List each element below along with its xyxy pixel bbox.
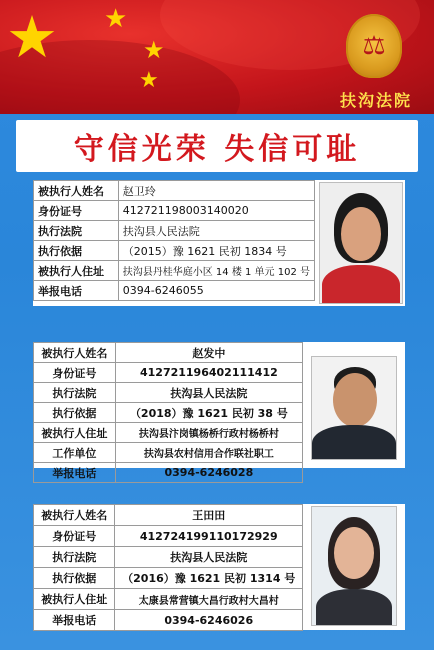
table-row	[34, 526, 303, 547]
field-value: 扶沟县汴岗镇杨桥行政村杨桥村	[115, 423, 302, 443]
face-shape	[341, 207, 381, 261]
field-label: 被执行人住址	[34, 423, 116, 443]
slogan-text: 守信光荣 失信可耻	[73, 132, 361, 167]
debtor-info-table	[33, 504, 303, 631]
table-row	[34, 423, 303, 443]
table-row	[34, 547, 303, 568]
debtor-card	[33, 180, 405, 306]
field-value: 扶沟县人民法院	[118, 221, 314, 241]
field-label: 执行法院	[34, 547, 115, 568]
field-label: 举报电话	[34, 610, 115, 631]
field-value: 扶沟县丹桂华庭小区 14 楼 1 单元 102 号	[118, 261, 314, 281]
field-label: 身份证号	[34, 526, 115, 547]
field-value: 太康县常营镇大昌行政村大昌村	[115, 589, 303, 610]
face-shape	[333, 373, 377, 427]
field-value: 0394-6246028	[115, 463, 302, 483]
flag-banner	[0, 0, 434, 114]
table-row	[34, 383, 303, 403]
field-label: 被执行人姓名	[34, 181, 119, 201]
slogan-bar	[16, 120, 418, 172]
field-label: 被执行人住址	[34, 261, 119, 281]
field-value: （2015）豫 1621 民初 1834 号	[118, 241, 314, 261]
field-label: 执行法院	[34, 221, 119, 241]
field-label: 被执行人姓名	[34, 343, 116, 363]
field-label: 执行依据	[34, 403, 116, 423]
field-value: 412721198003140020	[118, 201, 314, 221]
field-value: 赵卫玲	[118, 181, 314, 201]
shirt-shape	[312, 425, 396, 460]
field-label: 举报电话	[34, 281, 119, 301]
table-row	[34, 589, 303, 610]
small-star-icon: ★	[139, 68, 159, 93]
debtor-info-table	[33, 342, 303, 483]
field-value: 412724199110172929	[115, 526, 303, 547]
field-value: （2018）豫 1621 民初 38 号	[115, 403, 302, 423]
debtor-info-table	[33, 180, 315, 301]
debtor-photo	[311, 506, 397, 626]
field-label: 被执行人姓名	[34, 505, 115, 526]
table-row	[34, 221, 315, 241]
field-value: 赵发中	[115, 343, 302, 363]
shirt-shape	[316, 589, 392, 626]
field-value: 王田田	[115, 505, 303, 526]
table-row	[34, 201, 315, 221]
table-row	[34, 443, 303, 463]
field-label: 身份证号	[34, 201, 119, 221]
field-label: 身份证号	[34, 363, 116, 383]
large-star-icon: ★	[6, 3, 58, 71]
table-row	[34, 261, 315, 281]
table-row	[34, 505, 303, 526]
small-star-icon: ★	[104, 4, 128, 34]
table-row	[34, 181, 315, 201]
small-star-icon: ★	[143, 36, 165, 64]
table-row	[34, 610, 303, 631]
field-label: 工作单位	[34, 443, 116, 463]
field-value: 412721196402111412	[115, 363, 302, 383]
field-label: 执行法院	[34, 383, 116, 403]
field-value: （2016）豫 1621 民初 1314 号	[115, 568, 303, 589]
field-label: 执行依据	[34, 241, 119, 261]
court-name: 扶沟法院	[339, 91, 412, 110]
field-value: 0394-6246055	[118, 281, 314, 301]
table-row	[34, 343, 303, 363]
debtor-card	[33, 342, 405, 480]
shirt-shape	[322, 265, 400, 304]
table-row	[34, 281, 315, 301]
court-emblem-icon	[346, 14, 402, 78]
table-row	[34, 363, 303, 383]
field-value: 扶沟县人民法院	[115, 383, 302, 403]
debtor-card	[33, 504, 405, 630]
table-row	[34, 241, 315, 261]
field-value: 扶沟县人民法院	[115, 547, 303, 568]
table-row	[34, 403, 303, 423]
field-label: 执行依据	[34, 568, 115, 589]
field-label: 举报电话	[34, 463, 116, 483]
field-value: 扶沟县农村信用合作联社职工	[115, 443, 302, 463]
scales-icon: ⚖	[362, 31, 386, 61]
table-row	[34, 463, 303, 483]
field-value: 0394-6246026	[115, 610, 303, 631]
field-label: 被执行人住址	[34, 589, 115, 610]
face-shape	[334, 527, 374, 579]
table-row	[34, 568, 303, 589]
debtor-photo	[319, 182, 403, 304]
debtor-photo	[311, 356, 397, 460]
